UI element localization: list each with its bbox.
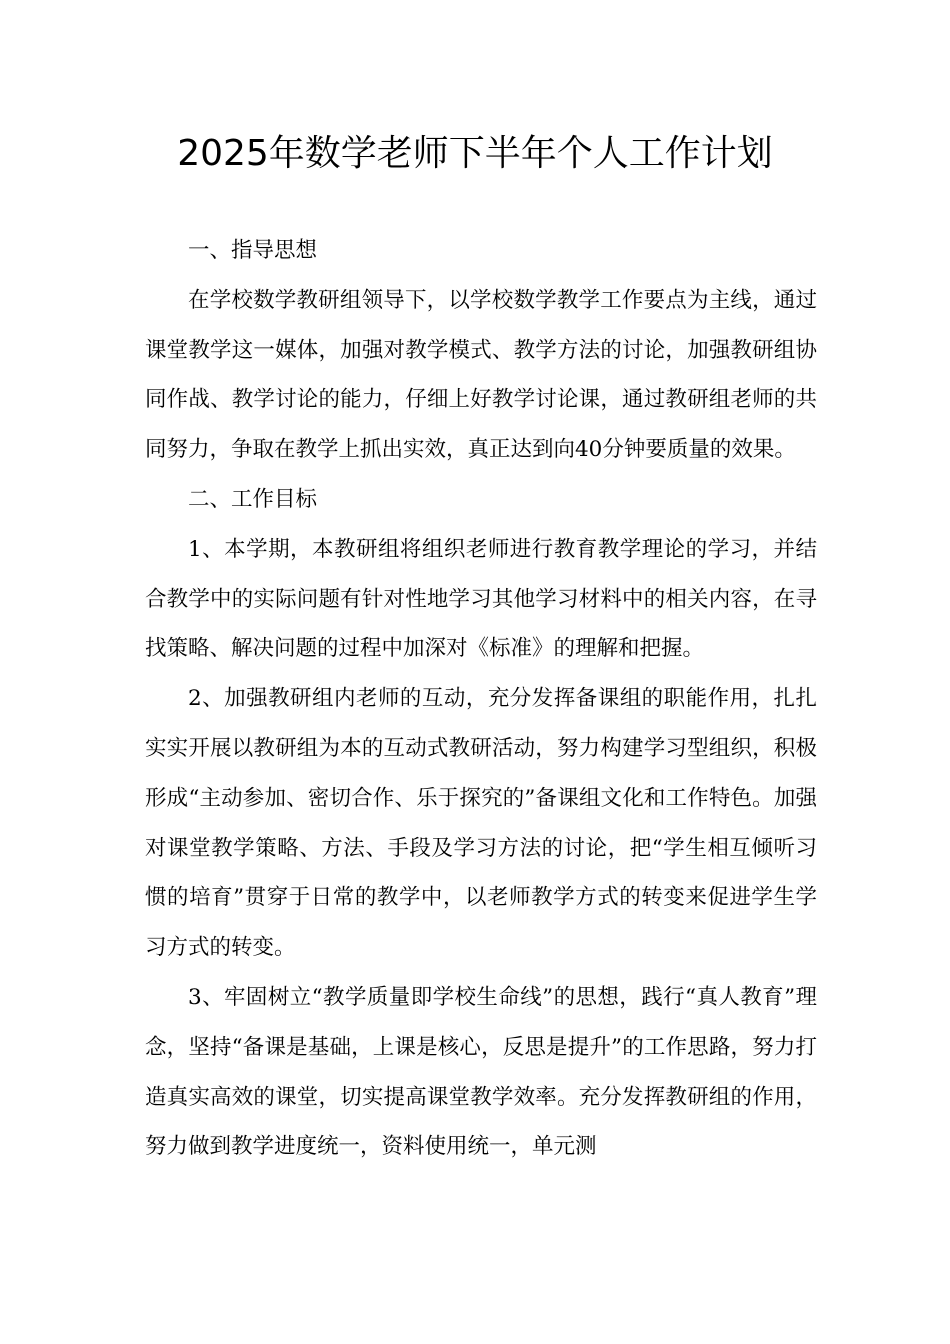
paragraph: 在学校数学教研组领导下，以学校数学教学工作要点为主线，通过课堂教学这一媒体，加强对教学模式、教学方法的讨论，加强教研组协同作战、教学讨论的能力，仔细上好教学讨论课，通过教研组老师的共同努力，争取在教学上抓出实效，真正达到向40分钟要质量的效果。 — [145, 287, 817, 463]
section-heading: 一、指导思想 — [188, 238, 318, 263]
document-body — [145, 226, 817, 1172]
section-heading: 二、工作目标 — [188, 486, 318, 512]
paragraph: 1、本学期，本教研组将组织老师进行教育教学理论的学习，并结合教学中的实际问题有针对性地学习其他学习材料中的相关内容，在寻找策略、解决问题的过程中加深对《标准》的理解和把握。 — [145, 536, 817, 662]
document-title: 2025年数学老师下半年个人工作计划 — [177, 133, 773, 174]
paragraph: 3、牢固树立“教学质量即学校生命线”的思想，践行“真人教育”理念，坚持“备课是基础，上课是核心，反思是提升”的工作思路，努力打造真实高效的课堂，切实提高课堂教学效率。充分发挥教研组的作用，努力做到教学进度统一，资料使用统一，单元测 — [145, 984, 817, 1160]
paragraph: 2、加强教研组内老师的互动，充分发挥备课组的职能作用，扎扎实实开展以教研组为本的互动式教研活动，努力构建学习型组织，积极形成“主动参加、密切合作、乐于探究的”备课组文化和工作特色。加强对课堂教学策略、方法、手段及学习方法的讨论，把“学生相互倾听习惯的培育”贯穿于日常的教学中，以老师教学方式的转变来促进学生学习方式的转变。 — [145, 686, 817, 961]
